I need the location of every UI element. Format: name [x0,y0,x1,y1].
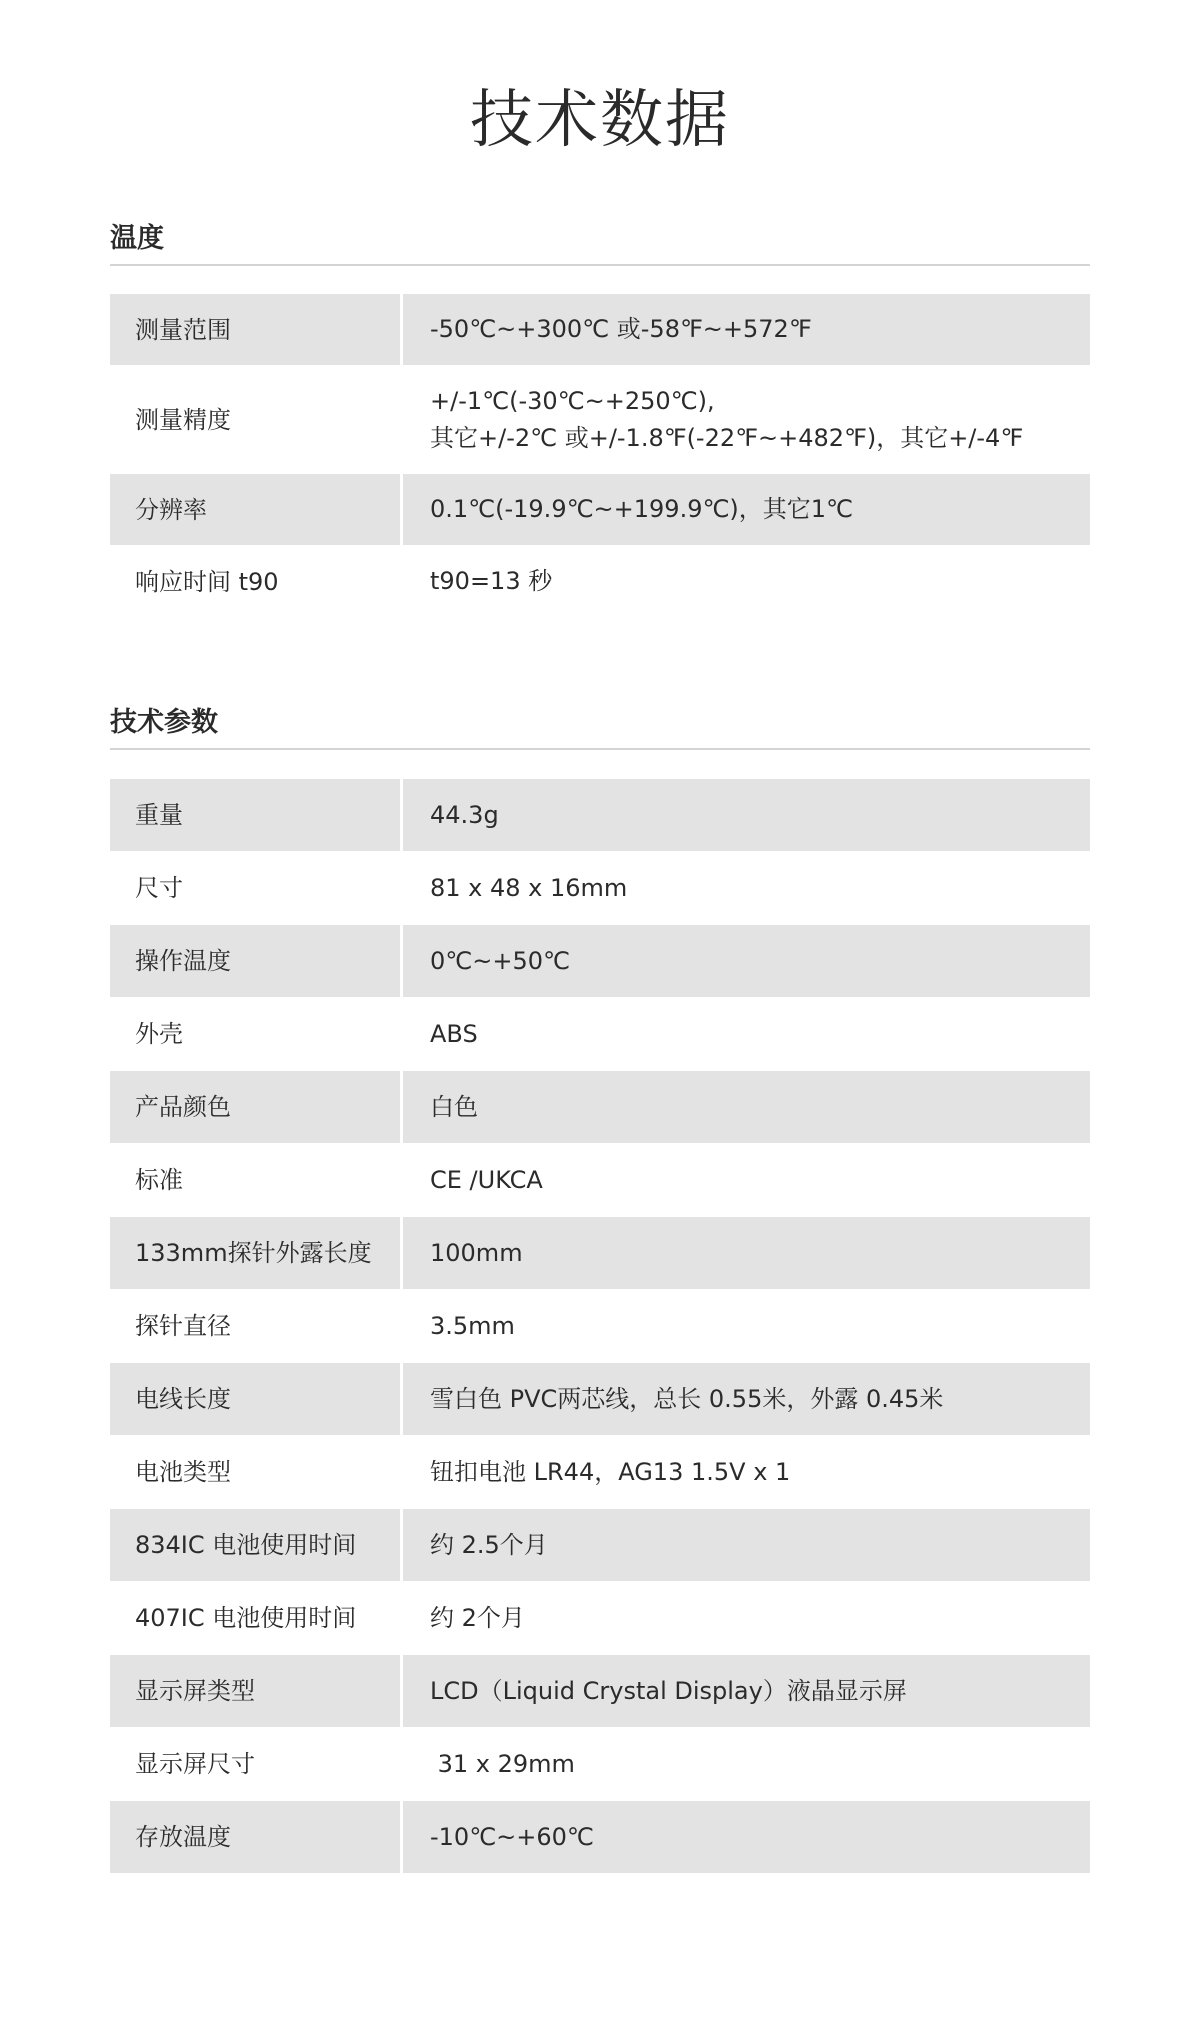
spec-value [403,943,1090,980]
spec-value-line: 雪白色 PVC两芯线，总长 0.55米，外露 0.45米 [430,1384,944,1413]
spec-value [403,311,1090,348]
spec-value-line: -50℃~+300℃ 或-58℉~+572℉ [430,315,812,343]
spec-value [403,870,1090,907]
table-row [110,1509,1090,1581]
spec-value-line: CE /UKCA [430,1165,543,1194]
spec-label: 834IC 电池使用时间 [135,1531,357,1559]
table-row [110,1143,1090,1217]
spec-value [403,1162,1090,1199]
spec-label: 显示屏类型 [135,1677,255,1705]
spec-value-line: t90=13 秒 [430,567,553,595]
spec-label: 电池类型 [135,1458,231,1486]
table-row [110,1435,1090,1509]
spec-value [403,1308,1090,1345]
temperature-spec-table [110,294,1090,618]
spec-value [403,383,1090,457]
spec-label: 响应时间 t90 [135,567,279,596]
spec-value [403,1746,1090,1783]
table-row [110,1801,1090,1873]
spec-value [403,1235,1090,1272]
table-row [110,545,1090,618]
spec-label: 尺寸 [135,874,183,902]
spec-value [403,1527,1090,1564]
table-row [110,1071,1090,1143]
spec-value-line: 其它+/-2℃ 或+/-1.8℉(-22℉~+482℉)，其它+/-4℉ [430,423,1024,452]
spec-value [403,563,1090,600]
spec-value-line: 44.3g [430,800,499,829]
spec-value-line: 3.5mm [430,1311,515,1340]
spec-value-line: 0.1℃(-19.9℃~+199.9℃)，其它1℃ [430,495,853,523]
table-row [110,1217,1090,1289]
section-heading-temperature: 温度 [110,223,164,254]
spec-label: 显示屏尺寸 [135,1750,255,1778]
spec-value [403,1381,1090,1418]
spec-value-line: 31 x 29mm [430,1749,575,1778]
spec-value-line: 白色 [430,1092,478,1121]
spec-value-line: +/-1℃(-30℃~+250℃), [430,386,715,415]
spec-label: 电线长度 [135,1385,231,1413]
spec-label: 标准 [135,1166,183,1194]
table-row [110,294,1090,365]
spec-value-line: 0℃~+50℃ [430,946,570,975]
spec-value [403,1454,1090,1491]
spec-label: 产品颜色 [135,1093,231,1121]
table-row [110,1727,1090,1801]
table-row [110,997,1090,1071]
spec-label: 重量 [135,801,183,829]
spec-value [403,1819,1090,1856]
spec-label: 407IC 电池使用时间 [135,1604,357,1632]
page-title: 技术数据 [470,83,730,156]
spec-value-line: ABS [430,1019,478,1048]
section-divider [110,748,1090,750]
spec-value-line: -10℃~+60℃ [430,1822,594,1851]
spec-label: 133mm探针外露长度 [135,1239,372,1267]
spec-label: 操作温度 [135,947,231,975]
section-divider [110,264,1090,266]
spec-value-line: LCD（Liquid Crystal Display）液晶显示屏 [430,1676,907,1705]
spec-value-line: 81 x 48 x 16mm [430,873,628,902]
table-row [110,1363,1090,1435]
table-row [110,925,1090,997]
table-row [110,1655,1090,1727]
technical-spec-table [110,779,1090,1873]
spec-value [403,491,1090,528]
table-row [110,1581,1090,1655]
spec-label: 测量精度 [135,405,231,434]
table-row [110,365,1090,474]
spec-value [403,1016,1090,1053]
spec-label: 测量范围 [135,315,231,344]
table-row [110,474,1090,545]
spec-value-line: 钮扣电池 LR44，AG13 1.5V x 1 [430,1457,791,1486]
spec-label: 探针直径 [135,1312,231,1340]
section-heading-technical-parameters: 技术参数 [110,707,218,738]
table-row [110,779,1090,851]
table-row [110,851,1090,925]
spec-label: 外壳 [135,1020,183,1048]
spec-label: 分辨率 [135,495,207,524]
spec-value-line: 约 2个月 [430,1603,525,1632]
spec-value [403,1673,1090,1710]
spec-label: 存放温度 [135,1823,231,1851]
spec-value-line: 100mm [430,1238,523,1267]
spec-value [403,797,1090,834]
spec-value-line: 约 2.5个月 [430,1530,548,1559]
table-row [110,1289,1090,1363]
spec-value [403,1600,1090,1637]
spec-value [403,1089,1090,1126]
